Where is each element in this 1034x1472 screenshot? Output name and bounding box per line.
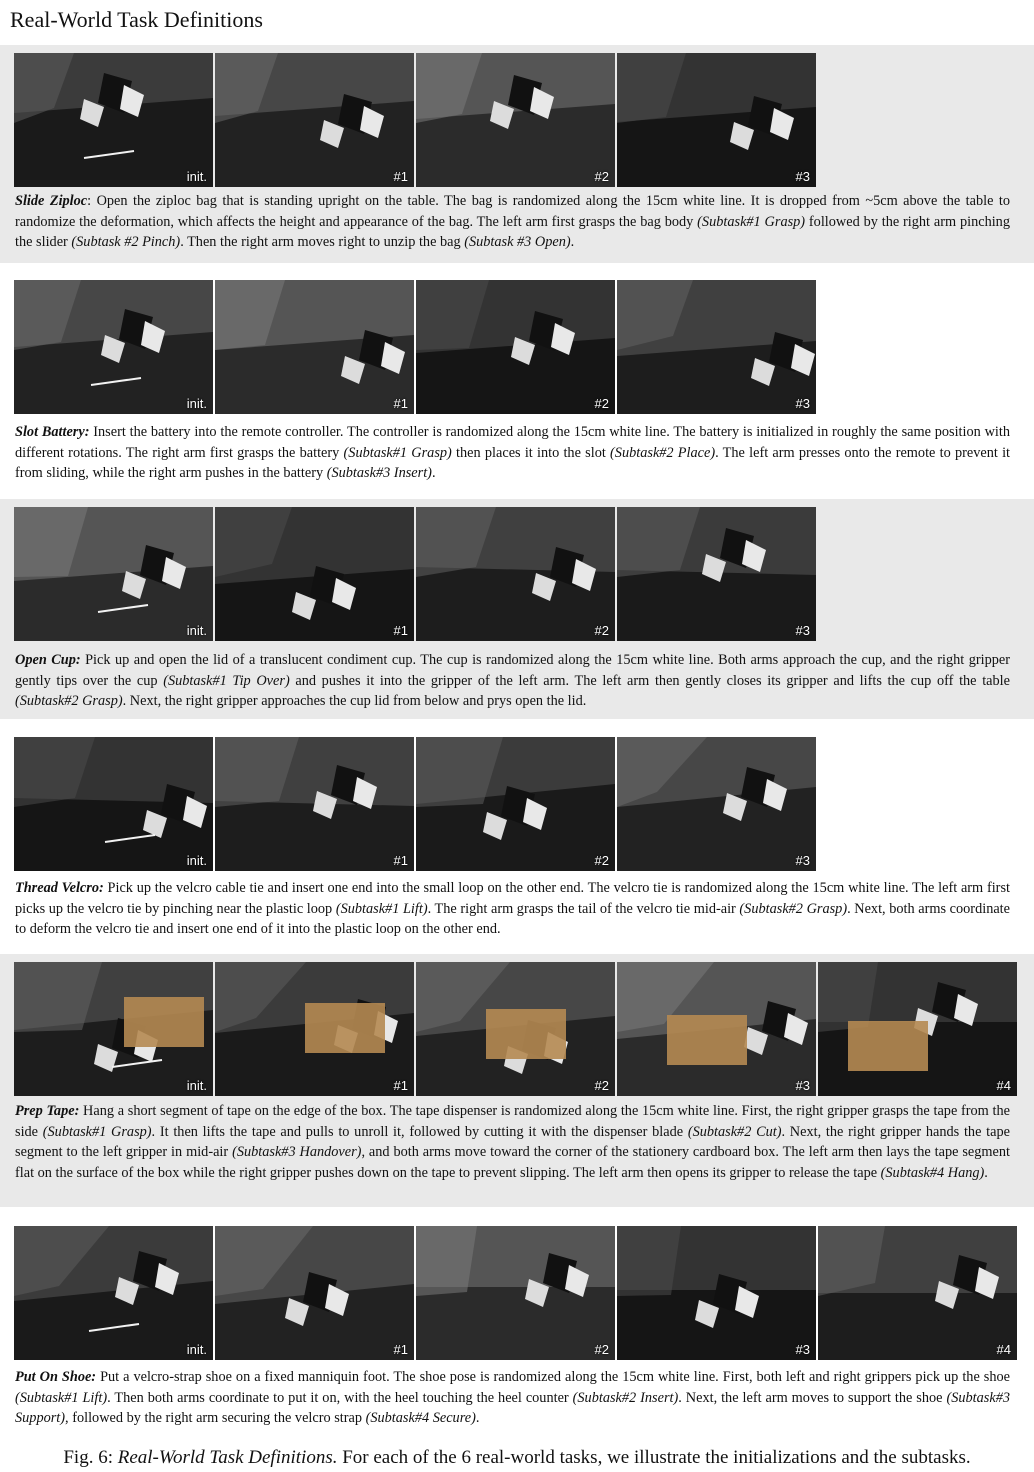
figure-caption — [0, 1447, 1034, 1469]
frame-photo — [14, 507, 213, 641]
frame-subtask-1 — [215, 507, 414, 641]
frame-photo — [617, 737, 816, 871]
frame-photo — [818, 1226, 1017, 1360]
description-text: : Open the ziploc bag that is standing upright on the table. The bag is randomized along the 15cm white line. It is dropped from ~5cm above the table to randomize the deformation, which affects the height and appearance of the bag. The left arm first grasps the bag body — [15, 193, 1010, 230]
frame-strip — [14, 53, 816, 187]
frame-photo — [416, 737, 615, 871]
frame-label: #4 — [996, 1342, 1011, 1357]
frame-label: #1 — [393, 1078, 408, 1093]
task-name: Prep Tape: — [15, 1103, 80, 1119]
frame-label: init. — [186, 1342, 207, 1357]
frame-subtask-3 — [617, 1226, 816, 1360]
frame-label: init. — [186, 853, 207, 868]
frame-subtask-2 — [416, 962, 615, 1096]
subtask-label: (Subtask#1 Lift) — [335, 900, 428, 917]
frame-label: #3 — [795, 396, 810, 411]
description-text: . — [475, 1410, 480, 1426]
description-text: Hang a short segment of tape on the edge of the box. The tape dispenser is randomized along the 15cm white line. First, the right gripper grasps the tape from the side — [15, 1103, 1010, 1140]
subtask-label: (Subtask#1 Tip Over) — [163, 672, 290, 689]
task-description — [15, 1101, 1010, 1183]
frame-label: init. — [186, 623, 207, 638]
description-text: . The left arm presses onto the remote to prevent it from sliding, while the right arm pushes in the battery — [15, 444, 1011, 481]
frame-photo — [818, 962, 1017, 1096]
description-text: . Then the right arm moves right to unzip the bag — [180, 234, 465, 250]
task-description — [15, 878, 1010, 940]
frame-photo — [14, 280, 213, 414]
frame-label: #3 — [795, 169, 810, 184]
frame-photo — [617, 280, 816, 414]
frame-photo — [617, 1226, 816, 1360]
frame-photo — [215, 280, 414, 414]
frame-label: init. — [186, 1078, 207, 1093]
frame-strip — [14, 507, 816, 641]
frame-label: #1 — [393, 623, 408, 638]
frame-init — [14, 962, 213, 1096]
frame-label: #2 — [594, 169, 609, 184]
figure-caption-prefix: Fig. 6: — [63, 1447, 118, 1468]
subtask-label: (Subtask#2 Grasp) — [15, 693, 123, 709]
figure-caption-italic: Real-World Task Definitions. — [117, 1447, 338, 1468]
description-text: . Next, the left arm moves to support the shoe — [678, 1389, 947, 1406]
subtask-label: (Subtask #3 Open) — [464, 234, 571, 250]
frame-strip — [14, 737, 816, 871]
description-text: . — [431, 465, 436, 481]
subtask-label: (Subtask#2 Grasp) — [739, 900, 848, 917]
frame-strip — [14, 1226, 1017, 1360]
subtask-label: (Subtask#2 Cut) — [687, 1123, 782, 1140]
subtask-label: (Subtask#2 Place) — [610, 444, 716, 461]
subtask-label: (Subtask#3 Support) — [15, 1389, 1010, 1426]
description-text: , followed by the right arm securing the velcro strap — [65, 1410, 366, 1426]
frame-subtask-3 — [617, 280, 816, 414]
subtask-label: (Subtask#3 Insert) — [326, 465, 432, 481]
description-text: Put a velcro-strap shoe on a fixed manniquin foot. The shoe pose is randomized along the 15cm white line. First, both left and right grippers pick up the shoe — [96, 1369, 1010, 1385]
task-description — [15, 422, 1010, 484]
subtask-label: (Subtask#3 Handover) — [232, 1144, 362, 1160]
frame-label: #3 — [795, 1078, 810, 1093]
frame-subtask-3 — [617, 53, 816, 187]
description-text: , and both arms move toward the corner of the stationery cardboard box. The left arm then lays the tape segment flat on the surface of the box while the right gripper pushes down on the tape to prevent slipping. The left arm then opens its gripper to release the tape — [15, 1144, 1010, 1181]
subtask-label: (Subtask#1 Grasp) — [343, 444, 452, 461]
task-name: Thread Velcro: — [15, 880, 104, 896]
description-text: . The right arm grasps the tail of the velcro tie mid-air — [427, 900, 740, 917]
frame-subtask-2 — [416, 280, 615, 414]
description-text: then places it into the slot — [451, 444, 611, 461]
subtask-label: (Subtask#2 Insert) — [572, 1389, 679, 1406]
frame-photo — [14, 737, 213, 871]
description-text: Pick up and open the lid of a translucent condiment cup. The cup is randomized along the 15cm white line. Both arms approach the cup, and the right gripper gently tips over the cup — [15, 652, 1010, 689]
description-text: . — [984, 1164, 988, 1181]
frame-label: #1 — [393, 396, 408, 411]
frame-init — [14, 280, 213, 414]
frame-label: #1 — [393, 169, 408, 184]
frame-photo — [617, 53, 816, 187]
description-text: Pick up the velcro cable tie and insert one end into the small loop on the other end. The velcro tie is randomized along the 15cm white line. The left arm first picks up the velcro tie by pinching near the plastic loop — [15, 880, 1010, 917]
frame-photo — [416, 507, 615, 641]
task-name: Slot Battery: — [15, 424, 90, 440]
frame-photo — [617, 962, 816, 1096]
description-text: followed by the right arm pinching the slider — [15, 213, 1010, 250]
description-text: Insert the battery into the remote controller. The controller is randomized along the 15cm white line. The battery is initialized in roughly the same position with different rotations. The right arm first grasps the battery — [15, 424, 1011, 461]
frame-photo — [416, 53, 615, 187]
subtask-label: (Subtask#1 Grasp) — [697, 213, 806, 230]
frame-strip — [14, 280, 816, 414]
page-title: Real-World Task Definitions — [10, 7, 263, 32]
frame-subtask-2 — [416, 737, 615, 871]
frame-photo — [617, 507, 816, 641]
task-description — [15, 1367, 1010, 1429]
description-text: . Next, the right gripper hands the tape segment to the left gripper in mid-air — [15, 1123, 1010, 1160]
frame-init — [14, 1226, 213, 1360]
frame-photo — [416, 1226, 615, 1360]
task-description — [15, 191, 1010, 253]
subtask-label: (Subtask #2 Pinch) — [71, 234, 181, 250]
frame-photo — [416, 962, 615, 1096]
frame-subtask-1 — [215, 962, 414, 1096]
frame-label: #3 — [795, 853, 810, 868]
frame-subtask-4 — [818, 962, 1017, 1096]
frame-subtask-3 — [617, 962, 816, 1096]
frame-photo — [215, 1226, 414, 1360]
subtask-label: (Subtask#1 Lift) — [15, 1389, 108, 1406]
subtask-label: (Subtask#1 Grasp) — [42, 1123, 152, 1140]
frame-init — [14, 53, 213, 187]
task-name: Open Cup: — [15, 652, 81, 668]
frame-label: #4 — [996, 1078, 1011, 1093]
frame-subtask-1 — [215, 1226, 414, 1360]
description-text: . It then lifts the tape and pulls to unroll it, followed by cutting it with the dispenser blade — [151, 1123, 688, 1140]
frame-label: init. — [186, 169, 207, 184]
frame-photo — [14, 53, 213, 187]
frame-label: init. — [186, 396, 207, 411]
frame-subtask-2 — [416, 53, 615, 187]
subtask-label: (Subtask#4 Secure) — [365, 1410, 476, 1426]
frame-photo — [215, 737, 414, 871]
frame-subtask-3 — [617, 737, 816, 871]
frame-photo — [215, 507, 414, 641]
frame-label: #2 — [594, 623, 609, 638]
frame-subtask-2 — [416, 507, 615, 641]
frame-label: #2 — [594, 1342, 609, 1357]
task-name: Slide Ziploc — [15, 193, 88, 209]
description-text: and pushes it into the gripper of the left arm. The left arm then gently closes its gripper and lifts the cup off the table — [289, 672, 1010, 689]
frame-strip — [14, 962, 1017, 1096]
task-name: Put On Shoe: — [15, 1369, 97, 1385]
frame-subtask-3 — [617, 507, 816, 641]
description-text: . Next, both arms coordinate to deform the velcro tie and insert one end of it into the plastic loop on the other end. — [15, 900, 1011, 937]
frame-photo — [14, 962, 213, 1096]
frame-label: #3 — [795, 623, 810, 638]
frame-label: #2 — [594, 396, 609, 411]
frame-init — [14, 737, 213, 871]
description-text: . Then both arms coordinate to put it on, with the heel touching the heel counter — [107, 1389, 573, 1406]
frame-photo — [215, 53, 414, 187]
frame-subtask-4 — [818, 1226, 1017, 1360]
frame-label: #2 — [594, 1078, 609, 1093]
description-text: . — [570, 234, 575, 250]
frame-photo — [215, 962, 414, 1096]
frame-label: #2 — [594, 853, 609, 868]
frame-subtask-2 — [416, 1226, 615, 1360]
frame-subtask-1 — [215, 53, 414, 187]
description-text: . Next, the right gripper approaches the cup lid from below and prys open the lid. — [122, 693, 587, 709]
subtask-label: (Subtask#4 Hang) — [880, 1164, 985, 1181]
frame-label: #1 — [393, 1342, 408, 1357]
frame-init — [14, 507, 213, 641]
frame-subtask-1 — [215, 280, 414, 414]
frame-photo — [14, 1226, 213, 1360]
figure-caption-rest: For each of the 6 real-world tasks, we illustrate the initializations and the subtasks. — [337, 1447, 971, 1468]
frame-photo — [416, 280, 615, 414]
frame-subtask-1 — [215, 737, 414, 871]
task-description — [15, 650, 1010, 712]
frame-label: #1 — [393, 853, 408, 868]
frame-label: #3 — [795, 1342, 810, 1357]
